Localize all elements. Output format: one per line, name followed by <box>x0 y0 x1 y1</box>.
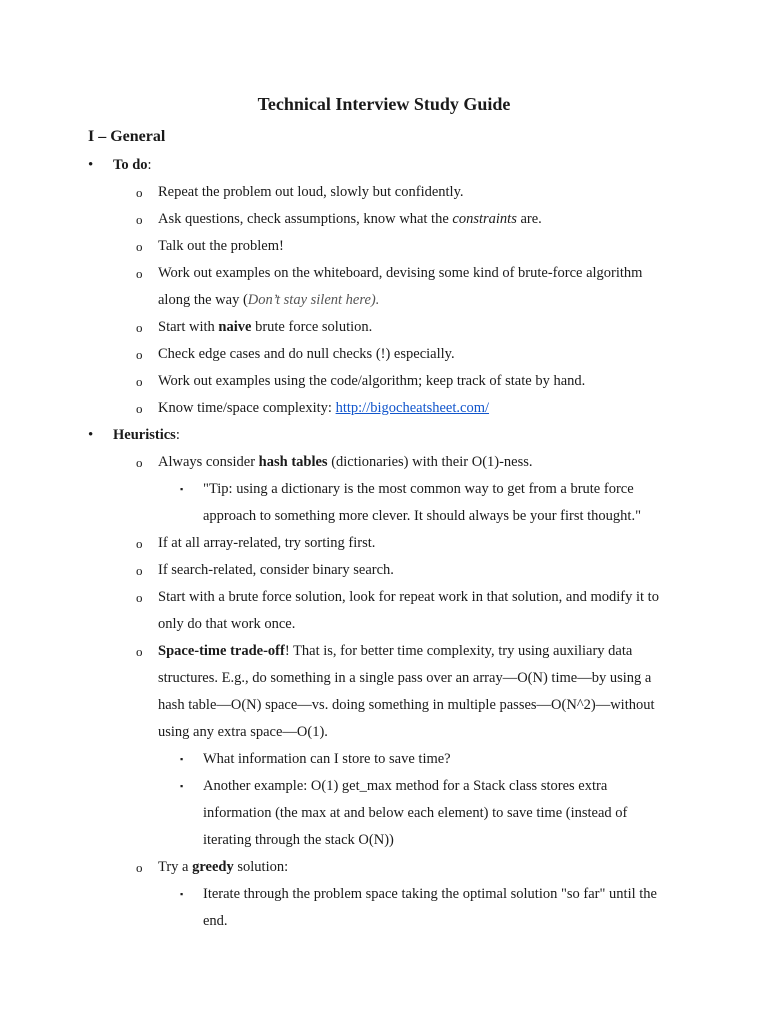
circle-marker: o <box>136 536 143 551</box>
list-item: o Start with a brute force solution, look for repeat work in that solution, and modify it to only do that work once. <box>0 584 678 638</box>
sub-list-item: ▪ What information can I store to save time? <box>0 746 678 773</box>
circle-marker: o <box>136 860 143 875</box>
circle-marker: o <box>136 590 143 605</box>
circle-marker: o <box>136 185 143 200</box>
document-title: Technical Interview Study Guide <box>257 94 511 114</box>
bullet-marker: • <box>88 157 94 173</box>
square-marker: ▪ <box>180 889 184 899</box>
list-item: o Talk out the problem! <box>0 233 678 260</box>
square-marker: ▪ <box>180 754 184 764</box>
bigo-cheatsheet-link[interactable]: http://bigocheatsheet.com/ <box>335 400 490 416</box>
sub-list-item: ▪ Iterate through the problem space taking the optimal solution "so far" until the end. <box>0 881 678 935</box>
circle-marker: o <box>136 401 143 416</box>
circle-marker: o <box>136 644 143 659</box>
circle-marker: o <box>136 455 143 470</box>
list-item: o Check edge cases and do null checks (!) especially. <box>0 341 678 368</box>
list-item: o Space-time trade-off! That is, for better time complexity, try using auxiliary data structures. E.g., do something in a single pass over an array—O(N) time—by using a hash table—O(N) space—vs. doing something in multiple passes—O(N^2)—without using any extra space—O(1). <box>0 638 678 746</box>
circle-marker: o <box>136 320 143 335</box>
circle-marker: o <box>136 374 143 389</box>
sub-list-item: ▪ Another example: O(1) get_max method for a Stack class stores extra information (the max at and below each element) to save time (instead of iterating through the stack O(N)) <box>0 773 678 854</box>
list-item: o If at all array-related, try sorting first. <box>0 530 678 557</box>
heuristics-label: Heuristics <box>113 427 176 443</box>
list-item: o Repeat the problem out loud, slowly but confidently. <box>0 179 678 206</box>
circle-marker: o <box>136 212 143 227</box>
todo-label: To do <box>113 157 148 173</box>
list-item: o Always consider hash tables (dictionaries) with their O(1)-ness. <box>0 449 678 476</box>
bullet-marker: • <box>88 427 94 443</box>
section-heading: I – General <box>88 128 166 145</box>
list-item: o Know time/space complexity: http://bigocheatsheet.com/ <box>0 395 678 422</box>
circle-marker: o <box>136 563 143 578</box>
list-item: o Work out examples on the whiteboard, devising some kind of brute-force algorithm along the way (Don’t stay silent here). <box>0 260 678 314</box>
circle-marker: o <box>136 266 143 281</box>
list-item: o Work out examples using the code/algorithm; keep track of state by hand. <box>0 368 678 395</box>
list-item-heuristics: • Heuristics: <box>0 422 683 449</box>
list-item: o Start with naive brute force solution. <box>0 314 678 341</box>
sub-list-item: ▪ "Tip: using a dictionary is the most common way to get from a brute force approach to something more clever. It should always be your first thought." <box>0 476 678 530</box>
list-item: o If search-related, consider binary search. <box>0 557 678 584</box>
square-marker: ▪ <box>180 781 184 791</box>
circle-marker: o <box>136 239 143 254</box>
list-item-todo: • To do: <box>0 152 683 179</box>
list-item: o Ask questions, check assumptions, know what the constraints are. <box>0 206 678 233</box>
outline-list <box>0 152 768 935</box>
circle-marker: o <box>136 347 143 362</box>
list-item: o Try a greedy solution: <box>0 854 678 881</box>
square-marker: ▪ <box>180 484 184 494</box>
